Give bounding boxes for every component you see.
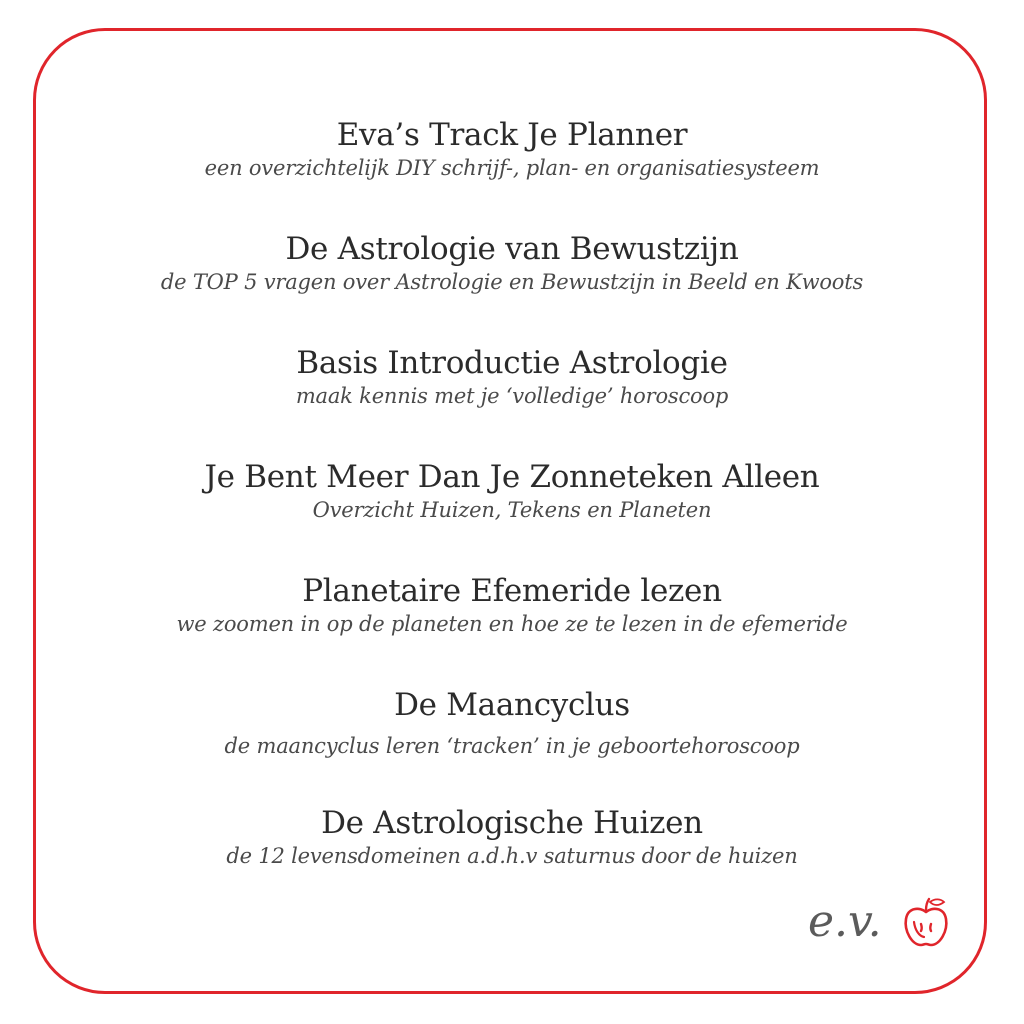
course-title: De Astrologie van Bewustzijn bbox=[285, 231, 739, 267]
course-title: De Astrologische Huizen bbox=[321, 805, 703, 841]
course-subtitle: maak kennis met je ‘volledige’ horoscoop bbox=[295, 384, 729, 408]
course-subtitle: een overzichtelijk DIY schrijf-, plan- en organisatiesysteem bbox=[204, 156, 820, 180]
course-subtitle: de TOP 5 vragen over Astrologie en Bewustzijn in Beeld en Kwoots bbox=[160, 270, 864, 294]
course-item bbox=[0, 804, 1024, 870]
course-title: De Maancyclus bbox=[394, 687, 630, 723]
logo-text: e.v. bbox=[808, 896, 882, 947]
course-subtitle: de 12 levensdomeinen a.d.h.v saturnus door de huizen bbox=[226, 844, 798, 868]
apple-icon bbox=[900, 896, 952, 950]
course-title: Eva’s Track Je Planner bbox=[336, 117, 688, 153]
course-title: Planetaire Efemeride lezen bbox=[302, 573, 722, 609]
course-item bbox=[0, 344, 1024, 410]
course-item bbox=[0, 458, 1024, 524]
course-subtitle: Overzicht Huizen, Tekens en Planeten bbox=[312, 498, 712, 522]
course-item bbox=[0, 686, 1024, 760]
course-item bbox=[0, 230, 1024, 296]
brand-logo bbox=[808, 892, 948, 956]
course-item bbox=[0, 116, 1024, 182]
course-subtitle: we zoomen in op de planeten en hoe ze te lezen in de efemeride bbox=[176, 612, 848, 636]
course-title: Basis Introductie Astrologie bbox=[296, 345, 728, 381]
course-subtitle: de maancyclus leren ‘tracken’ in je geboortehoroscoop bbox=[224, 734, 800, 758]
course-item bbox=[0, 572, 1024, 638]
course-title: Je Bent Meer Dan Je Zonneteken Alleen bbox=[204, 459, 820, 495]
